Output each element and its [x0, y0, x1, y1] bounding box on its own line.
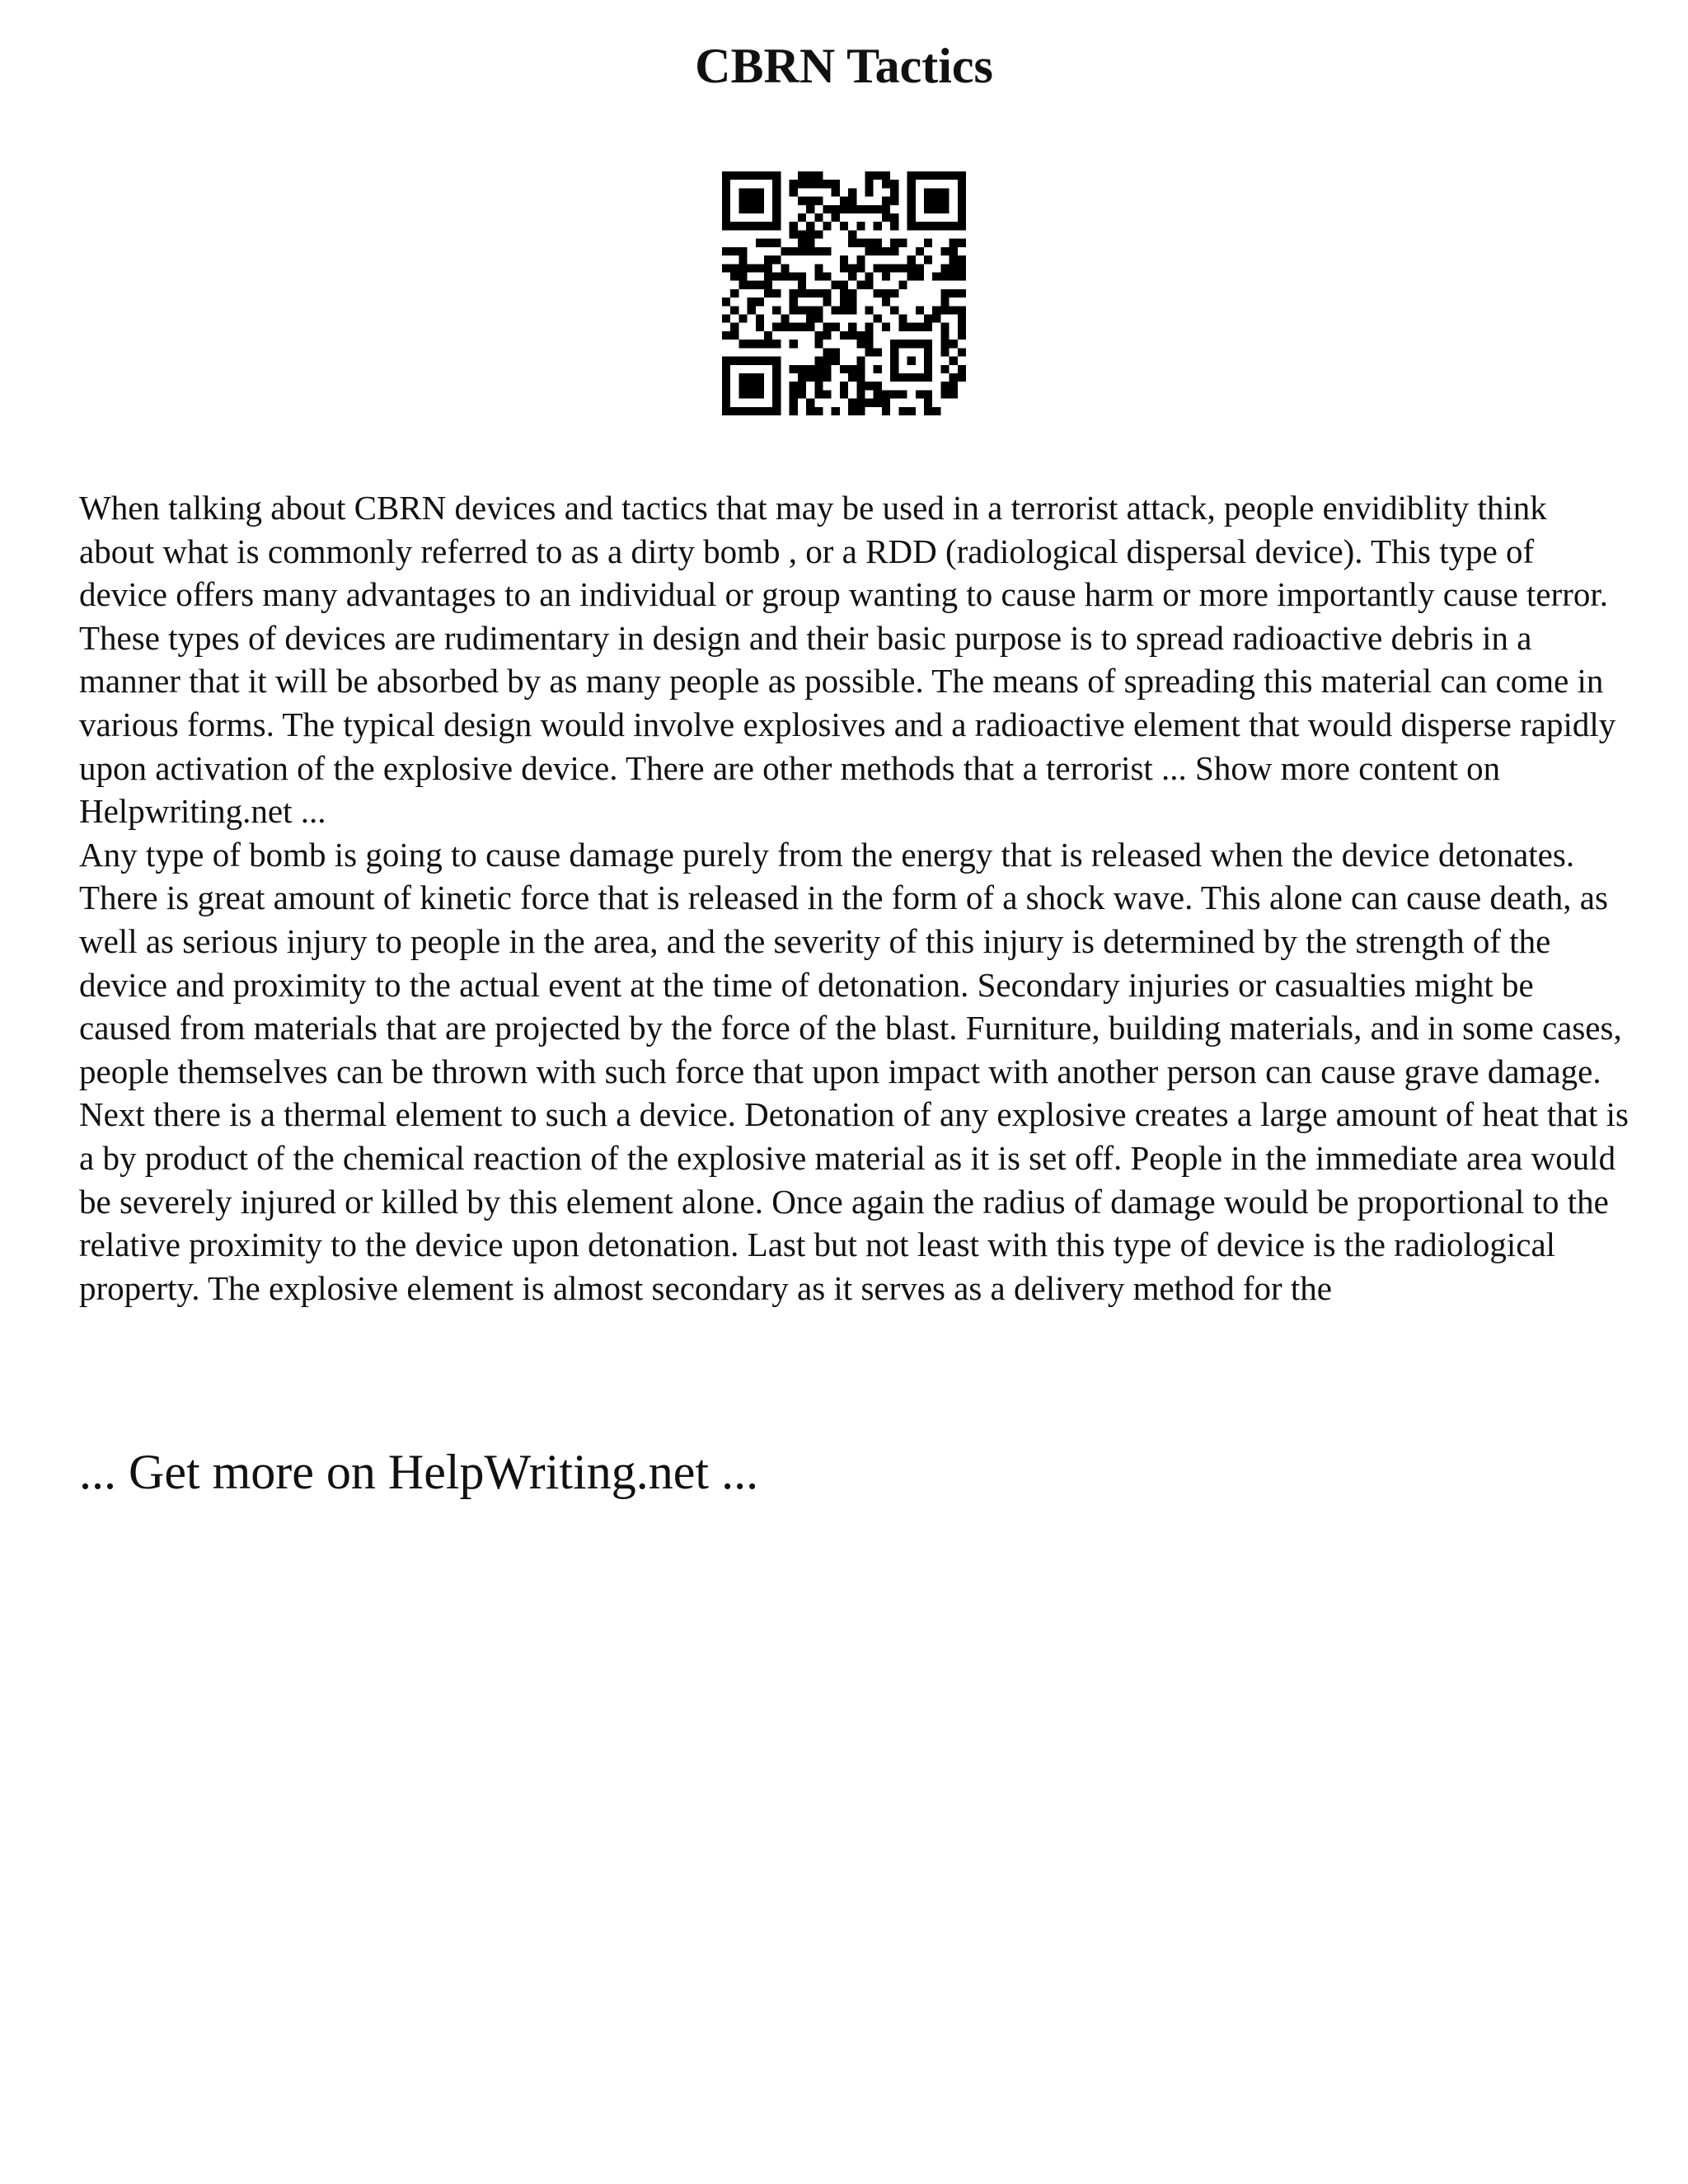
article-body [79, 486, 1629, 1310]
paragraph: When talking about CBRN devices and tactics that may be used in a terrorist attack, people envidiblity think about what is commonly referred to as a dirty bomb , or a RDD (radiological dispersal device). This type of device offers many advantages to an individual or group wanting to cause harm or more importantly cause terror. These types of devices are rudimentary in design and their basic purpose is to spread radioactive debris in a manner that it will be absorbed by as many people as possible. The means of spreading this material can come in various forms. The typical design would involve explosives and a radioactive element that would disperse rapidly upon activation of the explosive device. There are other methods that a terrorist ... Show more content on Helpwriting.net ... [79, 489, 1616, 831]
page-title: CBRN Tactics [695, 39, 993, 93]
get-more-link[interactable]: ... Get more on HelpWriting.net ... [79, 1445, 759, 1499]
paragraph: Any type of bomb is going to cause damage purely from the energy that is released when the device detonates. There is great amount of kinetic force that is released in the form of a shock wave. This alone can cause death, as well as serious injury to people in the area, and the severity of this injury is determined by the strength of the device and proximity to the actual event at the time of detonation. Secondary injuries or casualties might be caused from materials that are projected by the force of the blast. Furniture, building materials, and in some cases, people themselves can be thrown with such force that upon impact with another person can cause grave damage. Next there is a thermal element to such a device. Detonation of any explosive creates a large amount of heat that is a by product of the chemical reaction of the explosive material as it is set off. People in the immediate area would be severely injured or killed by this element alone. Once again the radius of damage would be proportional to the relative proximity to the device upon detonation. Last but not least with this type of device is the radiological property. The explosive element is almost secondary as it serves as a delivery method for the [79, 835, 1629, 1307]
qr-code-icon [722, 171, 966, 415]
